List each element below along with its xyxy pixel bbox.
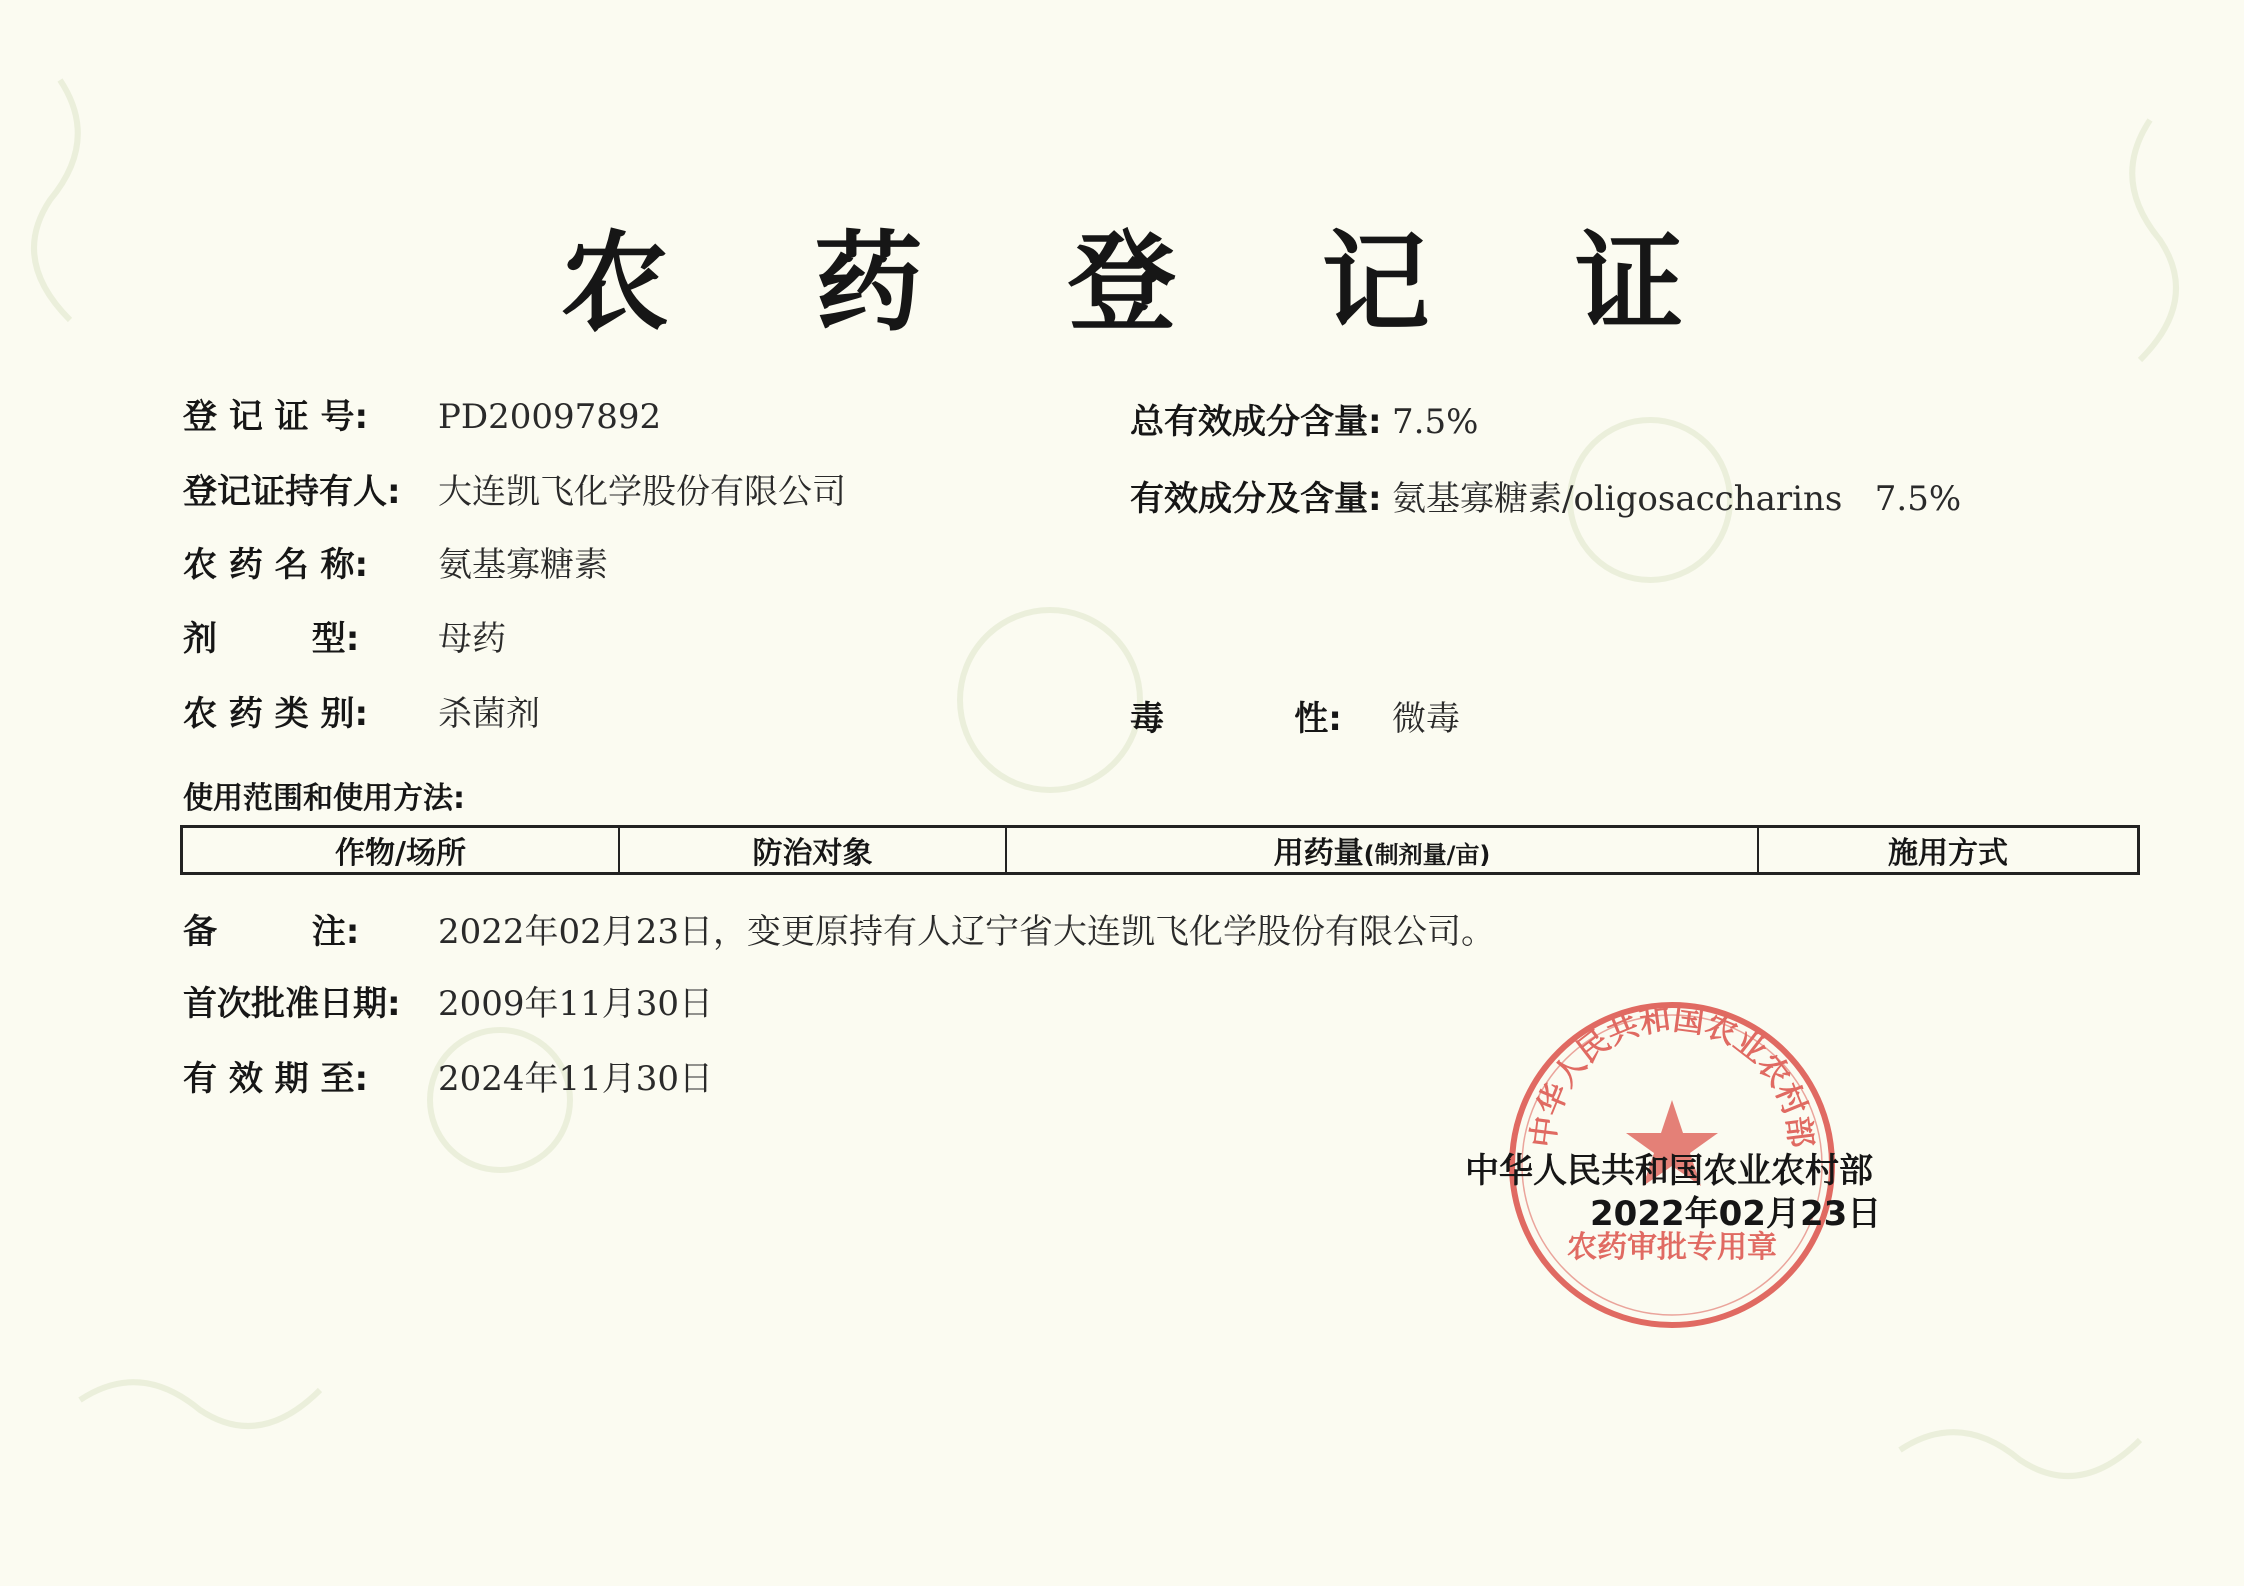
- scope-header-dosage: 用药量(制剂量/亩): [1006, 827, 1758, 874]
- active-ingredient-label: 有效成分及含量:: [1130, 479, 1382, 519]
- holder-row: [183, 472, 846, 512]
- pesticide-name-row: [183, 545, 608, 585]
- formulation-value: 母药: [438, 619, 506, 659]
- first-approval-label: 首次批准日期:: [183, 984, 401, 1024]
- registration-number-row: [183, 397, 662, 437]
- active-ingredient-row: [1130, 479, 1962, 519]
- scope-header-crop: 作物/场所: [182, 827, 620, 874]
- remarks-label: 备 注:: [183, 912, 360, 952]
- category-label: 农 药 类 别:: [183, 694, 369, 734]
- first-approval-row: [183, 984, 714, 1024]
- toxicity-value: 微毒: [1392, 699, 1460, 739]
- toxicity-label: 毒 性:: [1130, 699, 1342, 739]
- remarks-value: 2022年02月23日，变更原持有人辽宁省大连凯飞化学股份有限公司。: [438, 912, 1496, 952]
- total-content-value: 7.5%: [1392, 402, 1479, 442]
- valid-until-value: 2024年11月30日: [438, 1059, 714, 1099]
- issue-date: 2022年02月23日: [1590, 1194, 1882, 1234]
- registration-number-label: 登 记 证 号:: [183, 397, 369, 437]
- remarks-row: [183, 912, 1496, 952]
- registration-number-value: PD20097892: [438, 397, 662, 437]
- scope-header-method: 施用方式: [1758, 827, 2139, 874]
- issuer-name: 中华人民共和国农业农村部: [1465, 1151, 1873, 1191]
- toxicity-row: [1130, 699, 1460, 739]
- svg-text:中华人民共和国农业农村部: 中华人民共和国农业农村部: [1525, 1001, 1819, 1150]
- document-title: 农 药 登 记 证: [560, 220, 1738, 346]
- scope-table: [180, 825, 2140, 875]
- category-row: [183, 694, 540, 734]
- formulation-label: 剂 型:: [183, 619, 360, 659]
- first-approval-value: 2009年11月30日: [438, 984, 714, 1024]
- scope-header-target: 防治对象: [619, 827, 1006, 874]
- total-content-label: 总有效成分含量:: [1130, 402, 1382, 442]
- category-value: 杀菌剂: [438, 694, 540, 734]
- valid-until-row: [183, 1059, 714, 1099]
- formulation-row: [183, 619, 506, 659]
- holder-label: 登记证持有人:: [183, 472, 401, 512]
- pesticide-name-label: 农 药 名 称:: [183, 545, 369, 585]
- scope-header-dosage-unit: (制剂量/亩): [1363, 841, 1491, 869]
- active-ingredient-value: 氨基寡糖素/oligosaccharins 7.5%: [1392, 479, 1962, 519]
- valid-until-label: 有 效 期 至:: [183, 1059, 369, 1099]
- svg-text:农药审批专用章: 农药审批专用章: [1567, 1230, 1777, 1265]
- pesticide-name-value: 氨基寡糖素: [438, 545, 608, 585]
- scope-table-header-row: [182, 827, 2139, 874]
- scope-heading: 使用范围和使用方法:: [183, 781, 465, 816]
- holder-value: 大连凯飞化学股份有限公司: [438, 472, 846, 512]
- total-content-row: [1130, 402, 1479, 442]
